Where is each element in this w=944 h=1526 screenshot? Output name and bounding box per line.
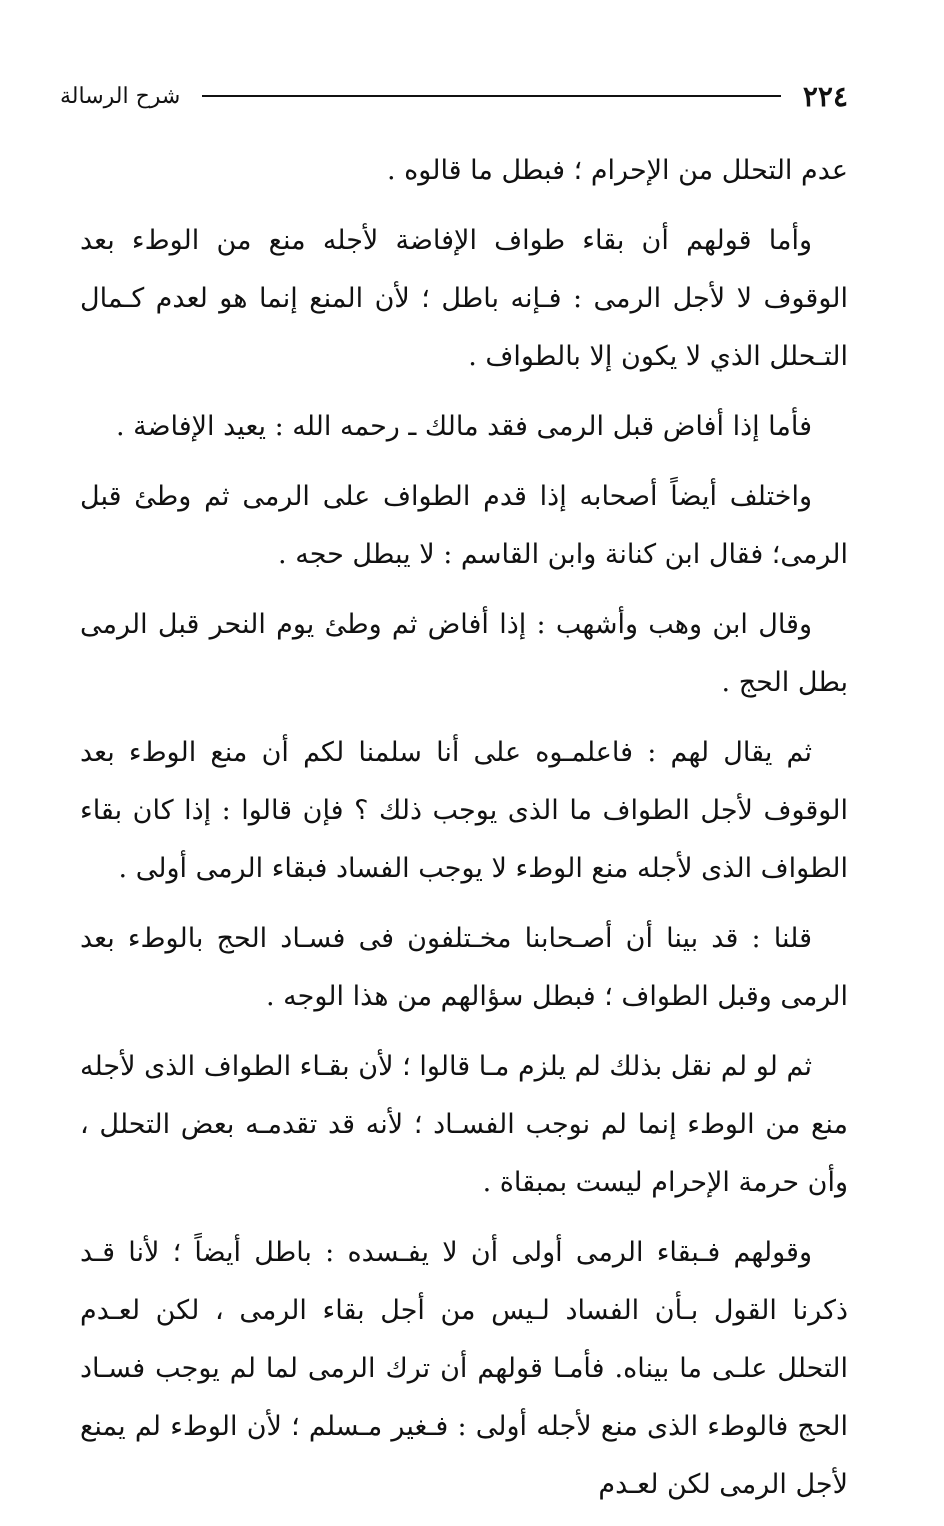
paragraph-2: وأما قولهم أن بقاء طواف الإفاضة لأجله منع من الوطء بعد الوقوف لا لأجل الرمى : فـإنه باطل ؛ لأن المنع إنما هو لعدم كـمال التـحلل الذي لا يكون إلا بالطواف . [80, 225, 848, 372]
paragraph-9: وقولهم فـبقاء الرمى أولى أن لا يفـسده : باطل أيضاً ؛ لأنا قـد ذكرنا القول بـأن الفساد لـيس من أجل بقاء الرمى ، لكن لعـدم التحلل علـى ما بيناه. فأمـا قولهم أن ترك الرمى لما لم يوجب فسـاد الحج فالوطء الذى منع لأجله أولى : فـغير مـسلم ؛ لأن الوطء لم يمنع لأجل الرمى لكن لعـدم [80, 1237, 848, 1500]
paragraph-4: واختلف أيضاً أصحابه إذا قدم الطواف على الرمى ثم وطئ قبل الرمى؛ فقال ابن كنانة وابن القاسم : لا يبطل حجه . [80, 481, 848, 570]
page-header [60, 76, 848, 116]
page-number: ٢٢٤ [802, 79, 848, 113]
paragraph-1: عدم التحلل من الإحرام ؛ فبطل ما قالوه . [386, 155, 848, 186]
body-text [80, 142, 848, 1526]
running-title: شرح الرسالة [60, 83, 181, 109]
paragraph-7: قلنا : قد بينا أن أصـحابنا مخـتلفون فى فسـاد الحج بالوطء بعد الرمى وقبل الطواف ؛ فبطل سؤالهم من هذا الوجه . [80, 923, 848, 1012]
paragraph-5: وقال ابن وهب وأشهب : إذا أفاض ثم وطئ يوم النحر قبل الرمى بطل الحج . [80, 609, 848, 698]
paragraph-6: ثم يقال لهم : فاعلمـوه على أنا سلمنا لكم أن منع الوطء بعد الوقوف لأجل الطواف ما الذى يوجب ذلك ؟ فإن قالوا : إذا كان بقاء الطواف الذى لأجله منع الوطء لا يوجب الفساد فبقاء الرمى أولى . [80, 737, 848, 884]
paragraph-8: ثم لو لم نقل بذلك لم يلزم مـا قالوا ؛ لأن بقـاء الطواف الذى لأجله منع من الوطء إنما لم نوجب الفسـاد ؛ لأنه قد تقدمـه بعض التحلل ، وأن حرمة الإحرام ليست بمبقاة . [80, 1051, 848, 1198]
paragraph-3: فأما إذا أفاض قبل الرمى فقد مالك ـ رحمه الله : يعيد الإفاضة . [115, 411, 812, 442]
header-rule [202, 95, 781, 97]
